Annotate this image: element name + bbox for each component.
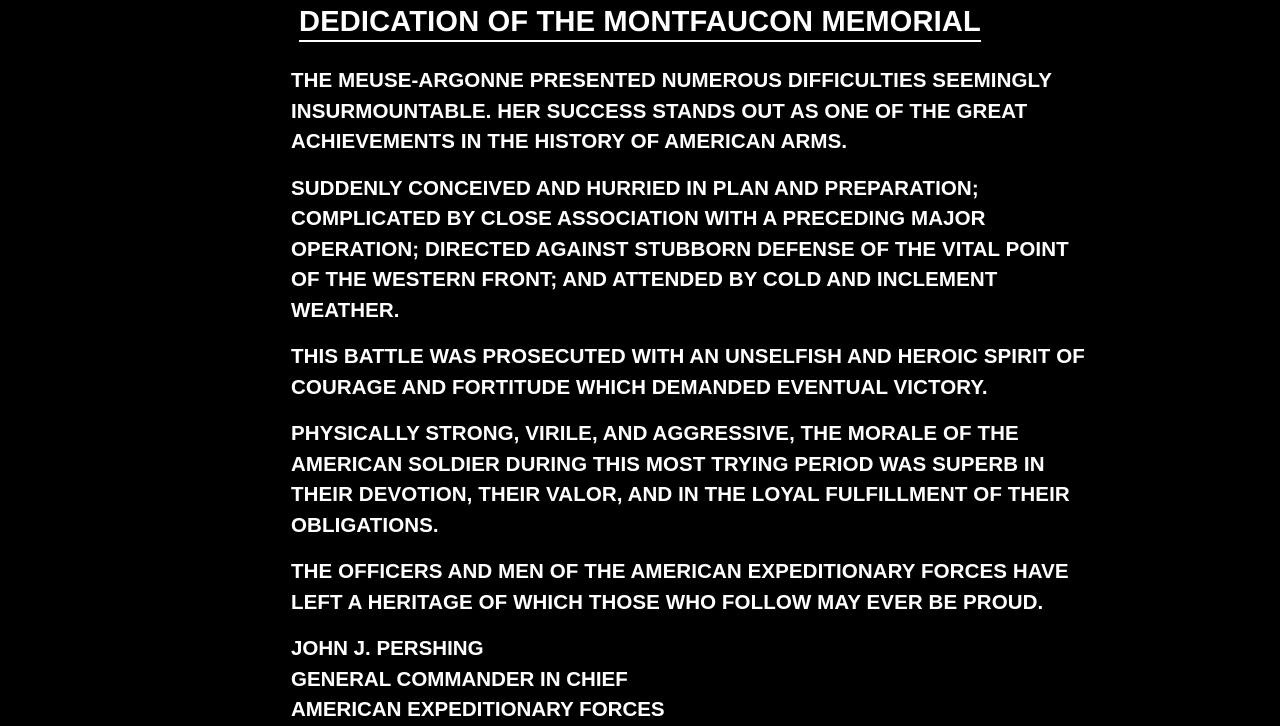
paragraph-4: PHYSICALLY STRONG, VIRILE, AND AGGRESSIVE, THE MORALE OF THE AMERICAN SOLDIER DURING THIS MOST TRYING PERIOD WAS SUPERB IN THEIR DEVOTION, THEIR VALOR, AND IN THE LOYAL FULFILLMENT OF THEIR OBLIGATIONS. bbox=[291, 422, 1070, 537]
signature-block bbox=[291, 634, 1091, 726]
paragraph-1: THE MEUSE-ARGONNE PRESENTED NUMEROUS DIFFICULTIES SEEMINGLY INSURMOUNTABLE. HER SUCCESS STANDS OUT AS ONE OF THE GREAT ACHIEVEMENTS IN THE HISTORY OF AMERICAN ARMS. bbox=[291, 69, 1052, 153]
paragraph-2: SUDDENLY CONCEIVED AND HURRIED IN PLAN AND PREPARATION; COMPLICATED BY CLOSE ASSOCIATION WITH A PRECEDING MAJOR OPERATION; DIRECTED AGAINST STUBBORN DEFENSE OF THE VITAL POINT OF THE WESTERN FRONT; AND ATTENDED BY COLD AND INCLEMENT WEATHER. bbox=[291, 176, 1069, 322]
signature-organization: AMERICAN EXPEDITIONARY FORCES bbox=[291, 698, 665, 721]
page-title bbox=[0, 6, 1280, 39]
paragraph-3: THIS BATTLE WAS PROSECUTED WITH AN UNSELFISH AND HEROIC SPIRIT OF COURAGE AND FORTITUDE WHICH DEMANDED EVENTUAL VICTORY. bbox=[291, 345, 1085, 399]
signature-rank: GENERAL COMMANDER IN CHIEF bbox=[291, 667, 628, 691]
signature-name: JOHN J. PERSHING bbox=[291, 637, 484, 660]
paragraph-5: THE OFFICERS AND MEN OF THE AMERICAN EXPEDITIONARY FORCES HAVE LEFT A HERITAGE OF WHICH THOSE WHO FOLLOW MAY EVER BE PROUD. bbox=[291, 560, 1069, 614]
slide-body bbox=[291, 66, 1091, 726]
page-title-text: DEDICATION OF THE MONTFAUCON MEMORIAL bbox=[299, 6, 981, 42]
